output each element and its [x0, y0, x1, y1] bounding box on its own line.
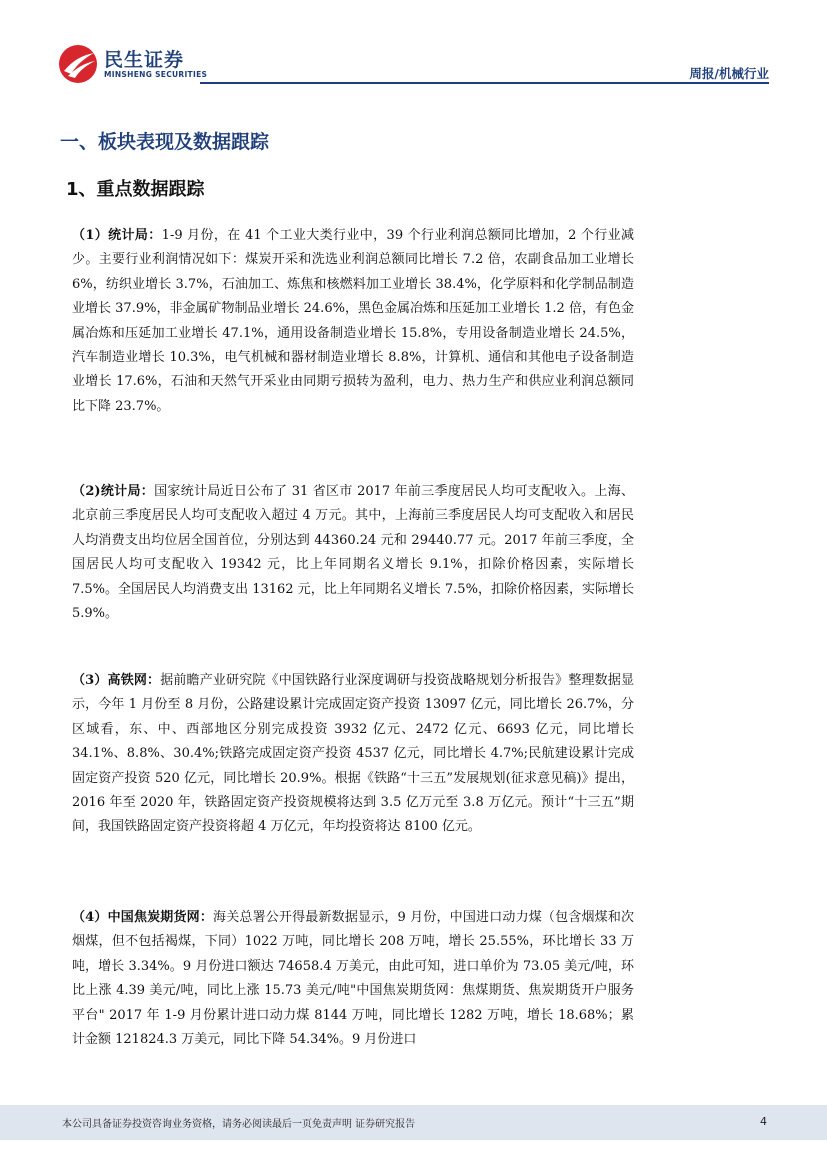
paragraph-high-speed-rail: [72, 669, 634, 840]
paragraph-lead: （4）中国焦炭期货网：: [72, 910, 214, 925]
footer-disclaimer: 本公司具备证券投资咨询业务资格，请务必阅读最后一页免责声明 证券研究报告: [62, 1119, 416, 1130]
paragraph-lead: （3）高铁网：: [72, 673, 161, 688]
paragraph-body: 1-9 月份，在 41 个工业大类行业中，39 个行业利润总额同比增加，2 个行业减少。主要行业利润情况如下：煤炭开采和洗选业利润总额同比增长 7.2 倍，农副食品加工业增长 6%，纺织业增长 3.7%，石油加工、炼焦和核燃料加工业增长 38.4%，化学原料和化学制品制造业增长 37.9%，非金属矿物制品业增长 24.6%，黑色金属冶炼和压延加工业增长 1.2 倍，有色金属冶炼和压延加工业增长 47.1%，通用设备制造业增长 15.8%，专用设备制造业增长 24.5%，汽车制造业增长 10.3%，电气机械和器材制造业增长 8.8%，计算机、通信和其他电子设备制造业增长 17.6%，石油和天然气开采业由同期亏损转为盈利，电力、热力生产和供应业利润总额同比下降 23.7%。: [72, 228, 634, 414]
report-type-label: 周报/机械行业: [689, 66, 769, 81]
paragraph-body: 国家统计局近日公布了 31 省区市 2017 年前三季度居民人均可支配收入。上海、北京前三季度居民人均可支配收入超过 4 万元。其中，上海前三季度居民人均可支配收入和居民人均消费支出均位居全国首位，分别达到 44360.24 元和 29440.77 元。2017 年前三季度，全国居民人均可支配收入 19342 元，比上年同期名义增长 9.1%，扣除价格因素，实际增长 7.5%。全国居民人均消费支出 13162 元，比上年同期名义增长 7.5%，扣除价格因素，实际增长 5.9%。: [72, 484, 634, 622]
subsection-title: 1、重点数据跟踪: [66, 179, 205, 200]
paragraph-body: 据前瞻产业研究院《中国铁路行业深度调研与投资战略规划分析报告》整理数据显示，今年 1 月份至 8 月份，公路建设累计完成固定资产投资 13097 亿元，同比增长 26.7%，分区域看，东、中、西部地区分别完成投资 3932 亿元、2472 亿元、6693 亿元，同比增长 34.1%、8.8%、30.4%;铁路完成固定资产投资 4537 亿元，同比增长 4.7%;民航建设累计完成固定资产投资 520 亿元，同比增长 20.9%。根据《铁路“十三五”发展规划(征求意见稿)》提出，2016 年至 2020 年，铁路固定资产投资规模将达到 3.5 亿万元至 3.8 万亿元。预计“十三五”期间，我国铁路固定资产投资将超 4 万亿元，年均投资将达 8100 亿元。: [72, 673, 634, 835]
brand-name-cn: 民生证券: [104, 49, 185, 71]
header-divider: [200, 82, 769, 84]
brand-name-en: MINSHENG SECURITIES: [104, 70, 208, 79]
paragraph-lead: （2)统计局：: [72, 484, 155, 499]
page-number: 4: [760, 1115, 767, 1128]
paragraph-stats-bureau-income: [72, 480, 634, 626]
page-footer: [0, 1105, 827, 1140]
paragraph-body: 海关总署公开得最新数据显示，9 月份，中国进口动力煤（包含烟煤和次烟煤，但不包括褐煤，下同）1022 万吨，同比增长 208 万吨，增长 25.55%，环比增长 33 万吨，增长 3.34%。9 月份进口额达 74658.4 万美元，由此可知，进口单价为 73.05 美元/吨，环比上涨 4.39 美元/吨，同比上涨 15.73 美元/吨"中国焦炭期货网：焦煤期货、焦炭期货开户服务平台" 2017 年 1-9 月份累计进口动力煤 8144 万吨，同比增长 1282 万吨，增长 18.68%；累计金额 121824.3 万美元，同比下降 54.34%。9 月份进口: [72, 910, 635, 1048]
section-title: 一、板块表现及数据跟踪: [60, 131, 270, 153]
page-header: [0, 0, 827, 88]
minsheng-logo-icon: [58, 44, 98, 84]
paragraph-lead: （1）统计局：: [72, 228, 162, 243]
paragraph-stats-bureau-profits: [72, 224, 634, 419]
paragraph-coke-futures: [72, 906, 634, 1052]
